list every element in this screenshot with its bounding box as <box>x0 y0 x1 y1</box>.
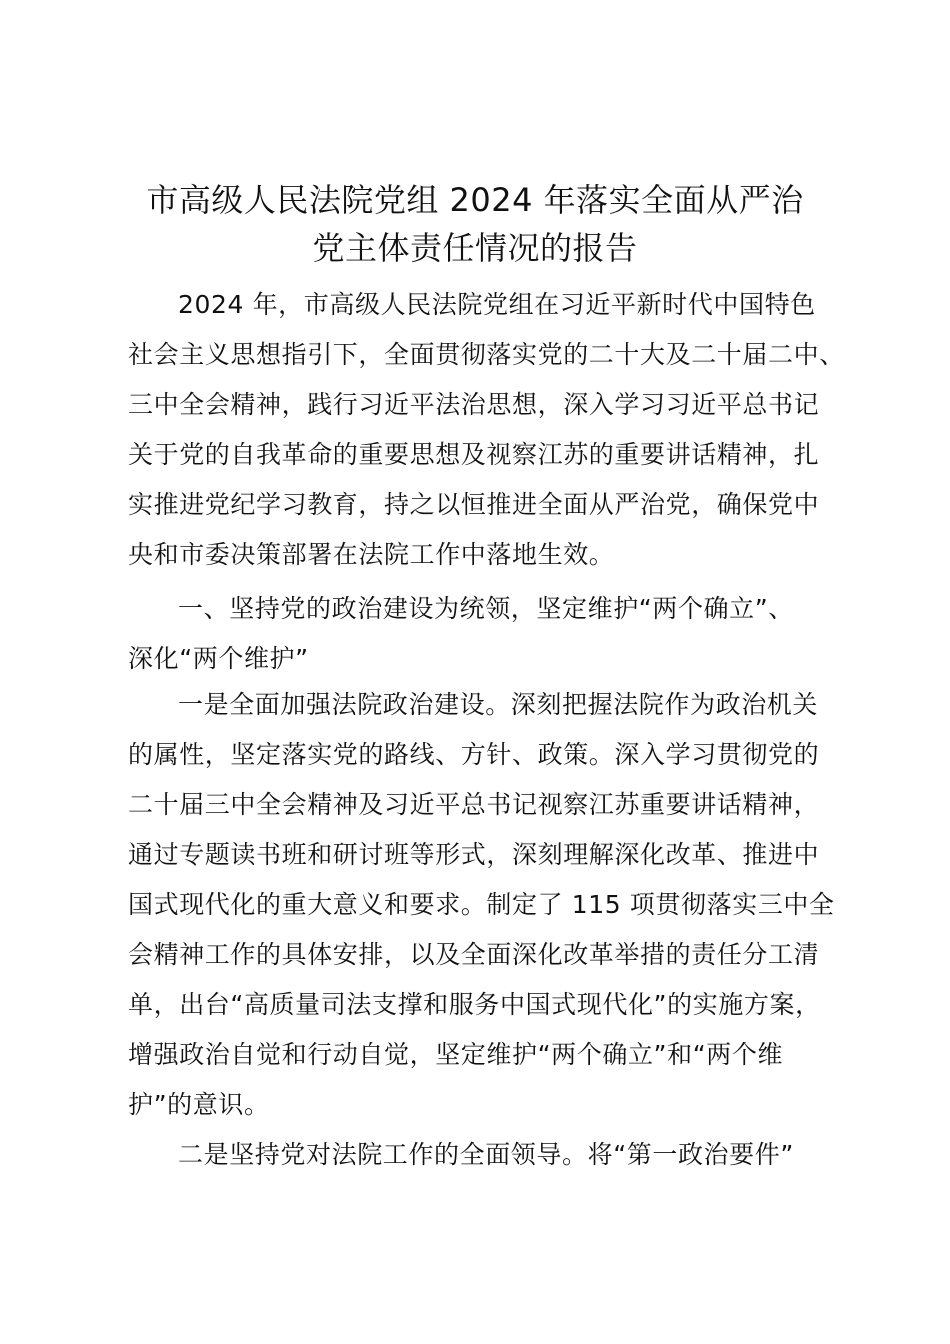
paragraph-line: 国式现代化的重大意义和要求。制定了 115 项贯彻落实三中全 <box>128 890 835 919</box>
paragraph-line: 护”的意识。 <box>128 1090 270 1119</box>
paragraph-line: 一是全面加强法院政治建设。深刻把握法院作为政治机关 <box>178 690 819 719</box>
paragraph-line: 社会主义思想指引下，全面贯彻落实党的二十大及二十届二中、 <box>128 340 845 369</box>
paragraph-line: 通过专题读书班和研讨班等形式，深刻理解深化改革、推进中 <box>128 840 820 869</box>
paragraph-line: 实推进党纪学习教育，持之以恒推进全面从严治党，确保党中 <box>128 490 820 519</box>
section-heading-line: 深化“两个维护” <box>128 644 309 673</box>
document-title <box>100 176 850 272</box>
paragraph-line: 二十届三中全会精神及习近平总书记视察江苏重要讲话精神， <box>128 790 820 819</box>
title-line-2: 党主体责任情况的报告 <box>312 229 638 267</box>
paragraph-line: 单，出台“高质量司法支撑和服务中国式现代化”的实施方案， <box>128 990 821 1019</box>
paragraph-line: 关于党的自我革命的重要思想及视察江苏的重要讲话精神，扎 <box>128 440 820 469</box>
paragraph-line: 三中全会精神，践行习近平法治思想，深入学习习近平总书记 <box>128 390 820 419</box>
paragraph-line: 央和市委决策部署在法院工作中落地生效。 <box>128 540 615 569</box>
paragraph-line: 二是坚持党对法院工作的全面领导。将“第一政治要件” <box>178 1140 794 1169</box>
paragraph-line: 增强政治自觉和行动自觉，坚定维护“两个确立”和“两个维 <box>128 1040 784 1069</box>
paragraph-line: 的属性，坚定落实党的路线、方针、政策。深入学习贯彻党的 <box>128 740 820 769</box>
paragraph-line: 会精神工作的具体安排，以及全面深化改革举措的责任分工清 <box>128 940 820 969</box>
title-line-1: 市高级人民法院党组 2024 年落实全面从严治 <box>146 181 804 219</box>
section-heading-line: 一、坚持党的政治建设为统领，坚定维护“两个确立”、 <box>178 594 794 623</box>
paragraph-line: 2024 年，市高级人民法院党组在习近平新时代中国特色 <box>178 290 816 319</box>
